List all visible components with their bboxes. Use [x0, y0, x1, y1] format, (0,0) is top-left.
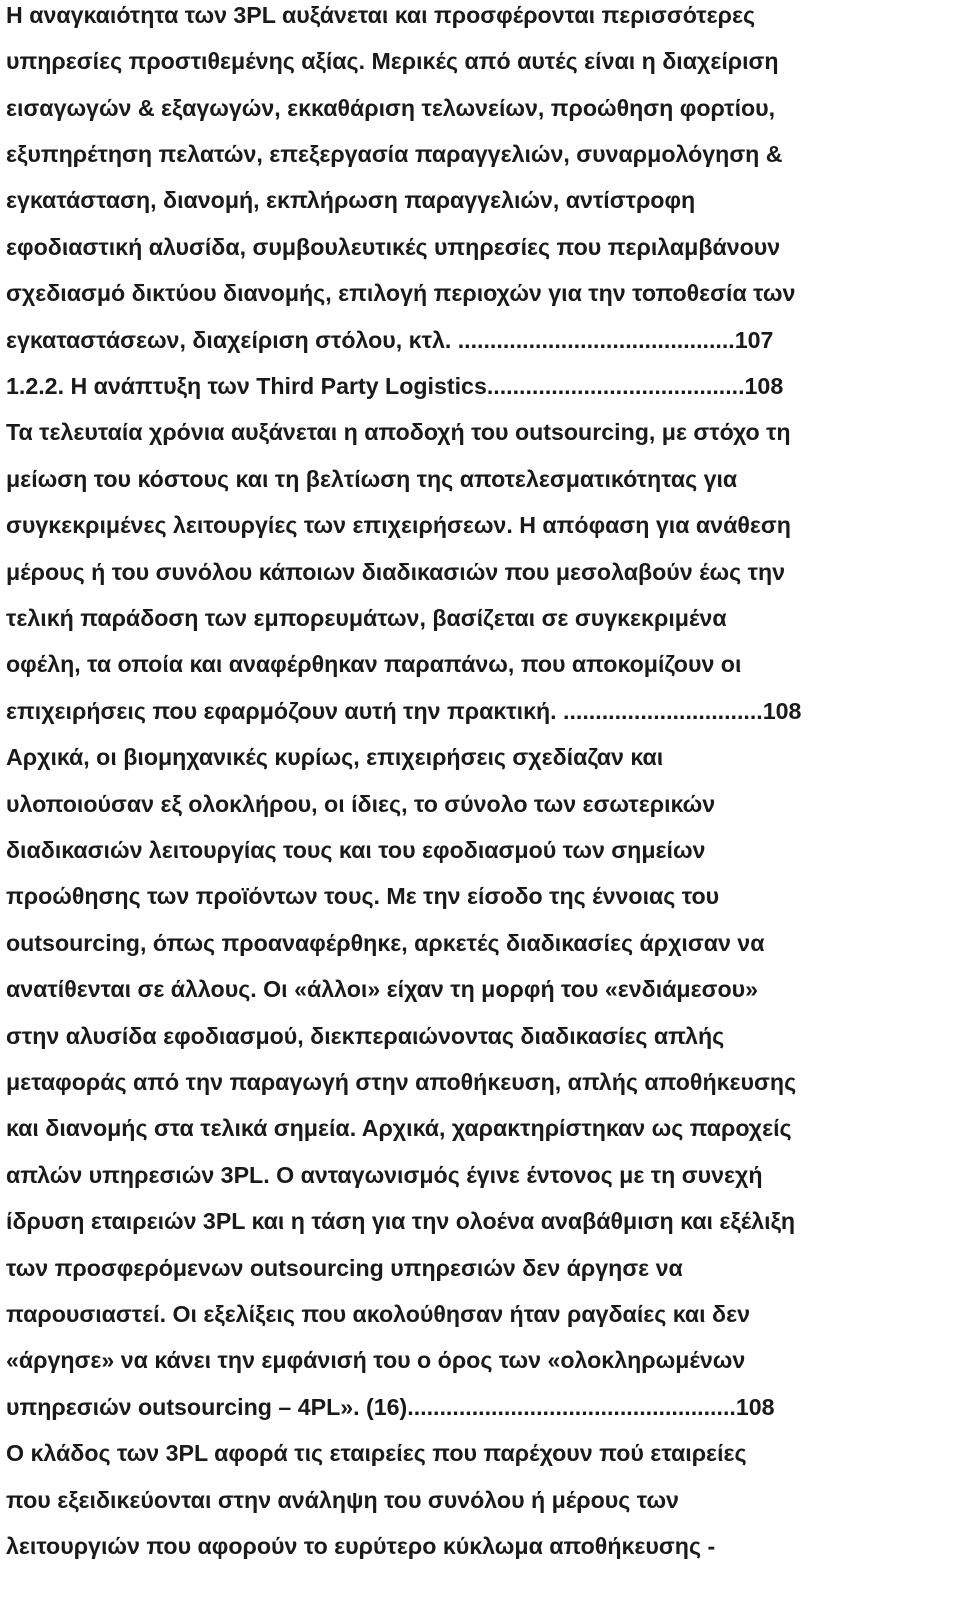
text-line: εγκατάσταση, διανομή, εκπλήρωση παραγγελιών, αντίστροφη — [6, 187, 696, 213]
text-line: εξυπηρέτηση πελατών, επεξεργασία παραγγελιών, συναρμολόγηση & — [6, 141, 783, 167]
text-line: υπηρεσίες προστιθεμένης αξίας. Μερικές από αυτές είναι η διαχείριση — [6, 48, 779, 74]
text-line: συγκεκριμένες λειτουργίες των επιχειρήσεων. Η απόφαση για ανάθεση — [6, 512, 791, 538]
text-line: μεταφοράς από την παραγωγή στην αποθήκευση, απλής αποθήκευσης — [6, 1069, 797, 1095]
toc-entry: επιχειρήσεις που εφαρμόζουν αυτή την πρακτική. ...............................108 — [6, 698, 802, 724]
text-line: «άργησε» να κάνει την εμφάνισή του ο όρος των «ολοκληρωμένων — [6, 1347, 746, 1373]
text-line: Ο κλάδος των 3PL αφορά τις εταιρείες που παρέχουν πού εταιρείες — [6, 1440, 747, 1466]
text-line: και διανομής στα τελικά σημεία. Αρχικά, χαρακτηρίστηκαν ως παροχείς — [6, 1115, 792, 1141]
text-line: Τα τελευταία χρόνια αυξάνεται η αποδοχή του outsourcing, με στόχο τη — [6, 419, 791, 445]
text-line: διαδικασιών λειτουργίας τους και του εφοδιασμού των σημείων — [6, 837, 706, 863]
text-line: παρουσιαστεί. Οι εξελίξεις που ακολούθησαν ήταν ραγδαίες και δεν — [6, 1301, 751, 1327]
text-line: απλών υπηρεσιών 3PL. Ο ανταγωνισμός έγινε έντονος με τη συνεχή — [6, 1162, 763, 1188]
text-line: εφοδιαστική αλυσίδα, συμβουλευτικές υπηρεσίες που περιλαμβάνουν — [6, 234, 781, 260]
text-line: στην αλυσίδα εφοδιασμού, διεκπεραιώνοντας διαδικασίες απλής — [6, 1023, 725, 1049]
text-line: εισαγωγών & εξαγωγών, εκκαθάριση τελωνείων, προώθηση φορτίου, — [6, 95, 776, 121]
text-line: των προσφερόμενων outsourcing υπηρεσιών δεν άργησε να — [6, 1255, 683, 1281]
text-line: σχεδιασμό δικτύου διανομής, επιλογή περιοχών για την τοποθεσία των — [6, 280, 796, 306]
text-line: Η αναγκαιότητα των 3PL αυξάνεται και προσφέρονται περισσότερες — [6, 2, 756, 28]
text-line: μείωση του κόστους και τη βελτίωση της αποτελεσματικότητας για — [6, 466, 738, 492]
text-line: τελική παράδοση των εμπορευμάτων, βασίζεται σε συγκεκριμένα — [6, 605, 727, 631]
toc-entry: υπηρεσιών outsourcing – 4PL». (16)...................................................108 — [6, 1394, 775, 1420]
text-line: οφέλη, τα οποία και αναφέρθηκαν παραπάνω, που αποκομίζουν οι — [6, 651, 742, 677]
text-line: υλοποιούσαν εξ ολοκλήρου, οι ίδιες, το σύνολο των εσωτερικών — [6, 791, 716, 817]
text-line: μέρους ή του συνόλου κάποιων διαδικασιών που μεσολαβούν έως την — [6, 559, 786, 585]
toc-entry: εγκαταστάσεων, διαχείριση στόλου, κτλ. ...........................................107 — [6, 327, 774, 353]
text-line: ανατίθενται σε άλλους. Οι «άλλοι» είχαν τη μορφή του «ενδιάμεσου» — [6, 976, 759, 1002]
text-line: ίδρυση εταιρειών 3PL και η τάση για την ολοένα αναβάθμιση και εξέλιξη — [6, 1208, 796, 1234]
text-line: Αρχικά, οι βιομηχανικές κυρίως, επιχειρήσεις σχεδίαζαν και — [6, 744, 664, 770]
toc-heading: 1.2.2. Η ανάπτυξη των Third Party Logistics........................................108 — [6, 373, 784, 399]
text-line: λειτουργιών που αφορούν το ευρύτερο κύκλωμα αποθήκευσης - — [6, 1533, 716, 1559]
text-line: που εξειδικεύονται στην ανάληψη του συνόλου ή μέρους των — [6, 1487, 679, 1513]
text-line: outsourcing, όπως προαναφέρθηκε, αρκετές διαδικασίες άρχισαν να — [6, 930, 765, 956]
text-line: προώθησης των προϊόντων τους. Με την είσοδο της έννοιας του — [6, 883, 720, 909]
